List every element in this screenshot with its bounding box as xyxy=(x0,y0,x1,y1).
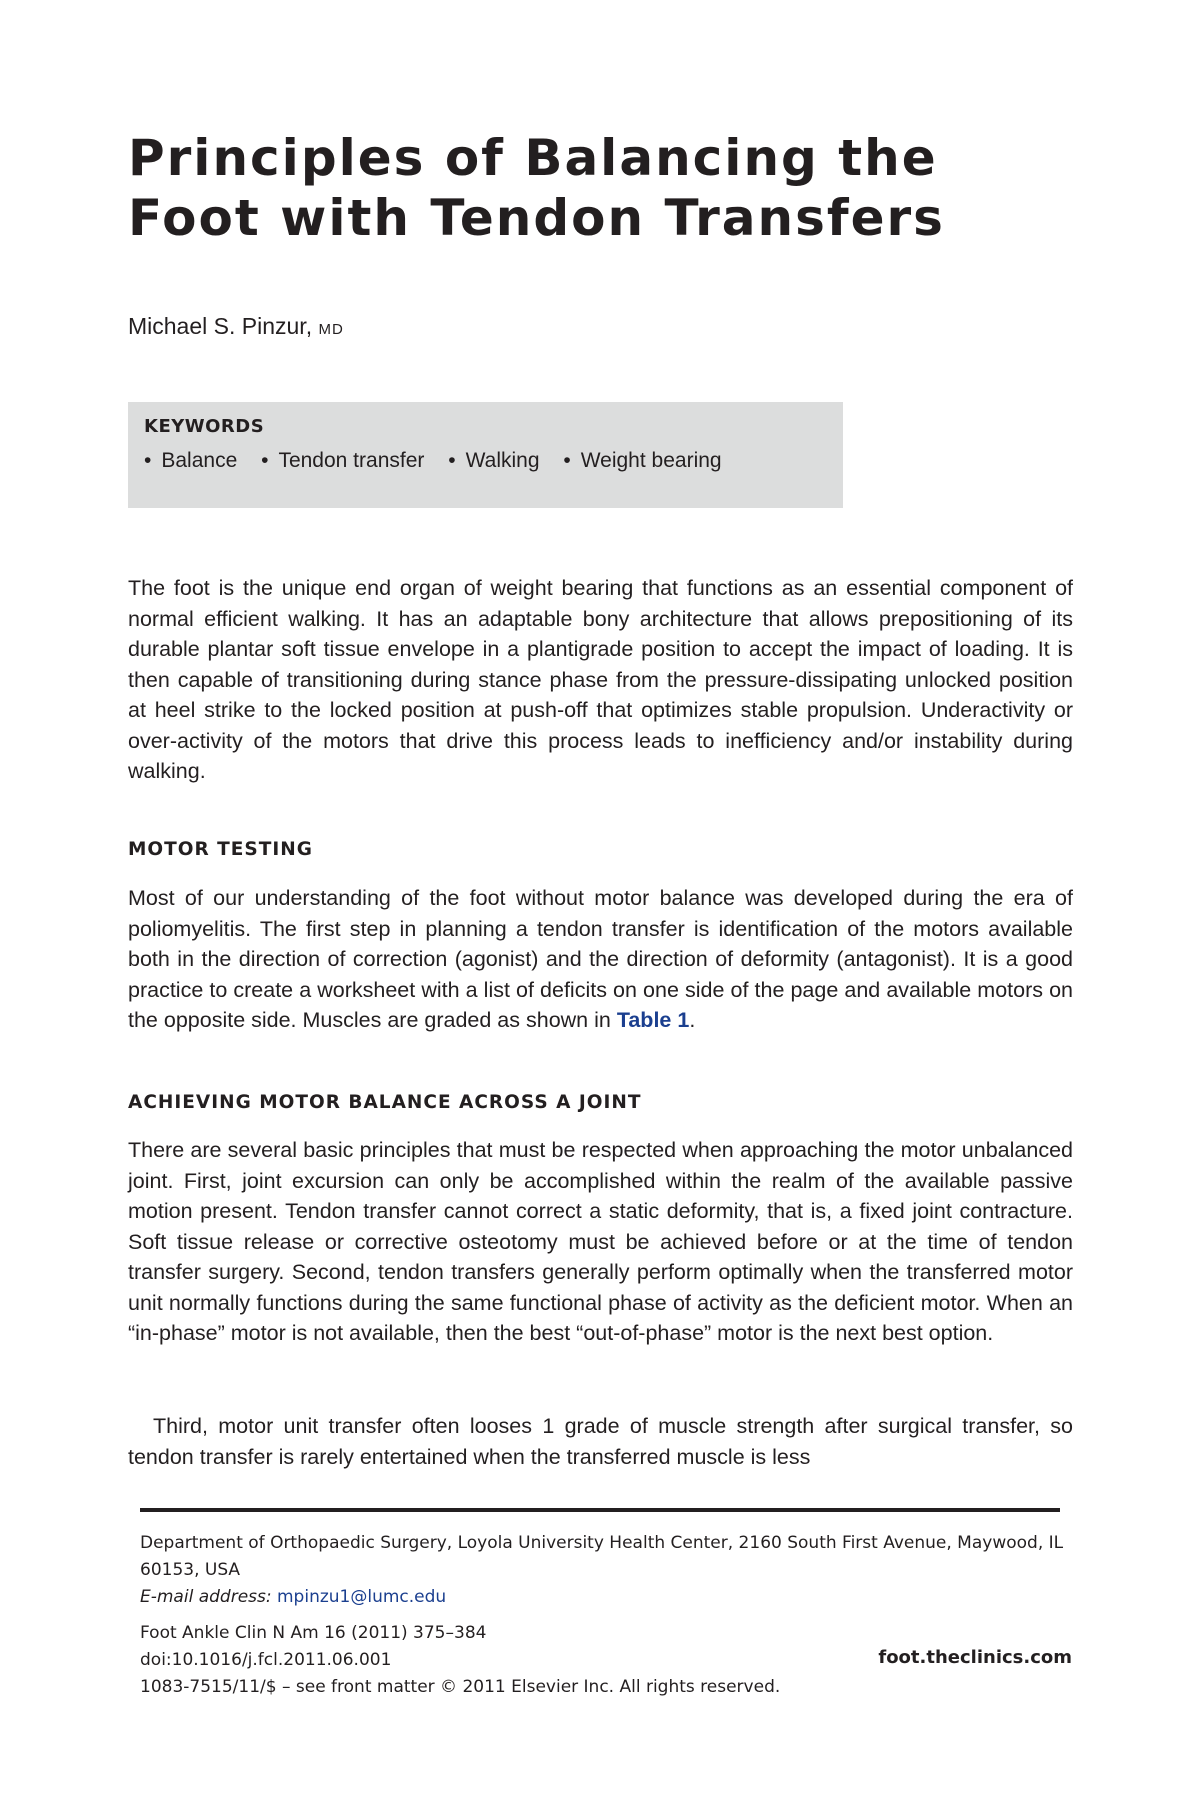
keywords-list xyxy=(144,449,827,473)
keywords-heading: KEYWORDS xyxy=(144,416,265,437)
journal-citation: Foot Ankle Clin N Am 16 (2011) 375–384 xyxy=(140,1623,487,1643)
title-line-1: Principles of Balancing the xyxy=(128,129,938,187)
section-heading-motor-testing: MOTOR TESTING xyxy=(128,839,313,860)
footer-divider xyxy=(140,1508,1060,1512)
section-heading-motor-balance: ACHIEVING MOTOR BALANCE ACROSS A JOINT xyxy=(128,1092,642,1113)
journal-website[interactable]: foot.theclinics.com xyxy=(878,1647,1072,1668)
author-degree: MD xyxy=(318,321,344,338)
motor-balance-paragraph: There are several basic principles that must be respected when approaching the motor unbalanced joint. First, joint excursion can only be accomplished within the realm of the available passive motion present. Tendon transfer cannot correct a static deformity, that is, a fixed joint contracture. Soft tissue release or corrective osteotomy must be achieved before or at the time of tendon transfer surgery. Second, tendon transfers generally perform optimally when the transferred motor unit normally functions during the same functional phase of activity as the deficient motor. When an “in-phase” motor is not available, then the best “out-of-phase” motor is the next best option. xyxy=(128,1138,1073,1345)
keyword-item: • Balance xyxy=(144,449,237,472)
doi: doi:10.1016/j.fcl.2011.06.001 xyxy=(140,1650,392,1670)
intro-paragraph: The foot is the unique end organ of weight bearing that functions as an essential component of normal efficient walking. It has an adaptable bony architecture that allows prepositioning of its durable plantar soft tissue envelope in a plantigrade position to accept the impact of loading. It is then capable of transitioning during stance phase from the pressure-dissipating unlocked position at heel strike to the locked position at push-off that optimizes stable propulsion. Underactivity or over-activity of the motors that drive this process leads to inefficiency and/or instability during walking. xyxy=(128,576,1073,783)
article-title xyxy=(128,128,1088,248)
keyword-item: • Walking xyxy=(448,449,539,472)
title-line-2: Foot with Tendon Transfers xyxy=(128,189,945,247)
keyword-item: • Weight bearing xyxy=(563,449,721,472)
motor-testing-end: . xyxy=(689,1008,696,1032)
author-name: Michael S. Pinzur, xyxy=(128,313,319,339)
motor-balance-paragraph-2: Third, motor unit transfer often looses 1 grade of muscle strength after surgical transfer, so tendon transfer is rarely entertained when the transferred muscle is less xyxy=(128,1414,1073,1469)
keyword-item: • Tendon transfer xyxy=(261,449,424,472)
issn-copyright: 1083-7515/11/$ – see front matter © 2011 Elsevier Inc. All rights reserved. xyxy=(140,1677,781,1697)
email-label: E-mail address: xyxy=(140,1587,277,1607)
affiliation-text: Department of Orthopaedic Surgery, Loyola University Health Center, 2160 South First Avenue, Maywood, IL 60153, USA xyxy=(140,1533,1064,1580)
author-line xyxy=(128,313,344,340)
affiliation-block xyxy=(140,1530,1070,1611)
table-1-link[interactable]: Table 1 xyxy=(616,1008,690,1032)
keywords-box xyxy=(128,402,843,508)
email-link[interactable]: mpinzu1@lumc.edu xyxy=(277,1587,447,1607)
email-line xyxy=(140,1584,1070,1611)
motor-testing-paragraph xyxy=(128,883,1073,1036)
motor-testing-text: Most of our understanding of the foot without motor balance was developed during the era of poliomyelitis. The first step in planning a tendon transfer is identification of the motors available both in the direction of correction (agonist) and the direction of deformity (antagonist). It is a good practice to create a worksheet with a list of deficits on one side of the page and available motors on the opposite side. Muscles are graded as shown in xyxy=(128,886,1073,1032)
